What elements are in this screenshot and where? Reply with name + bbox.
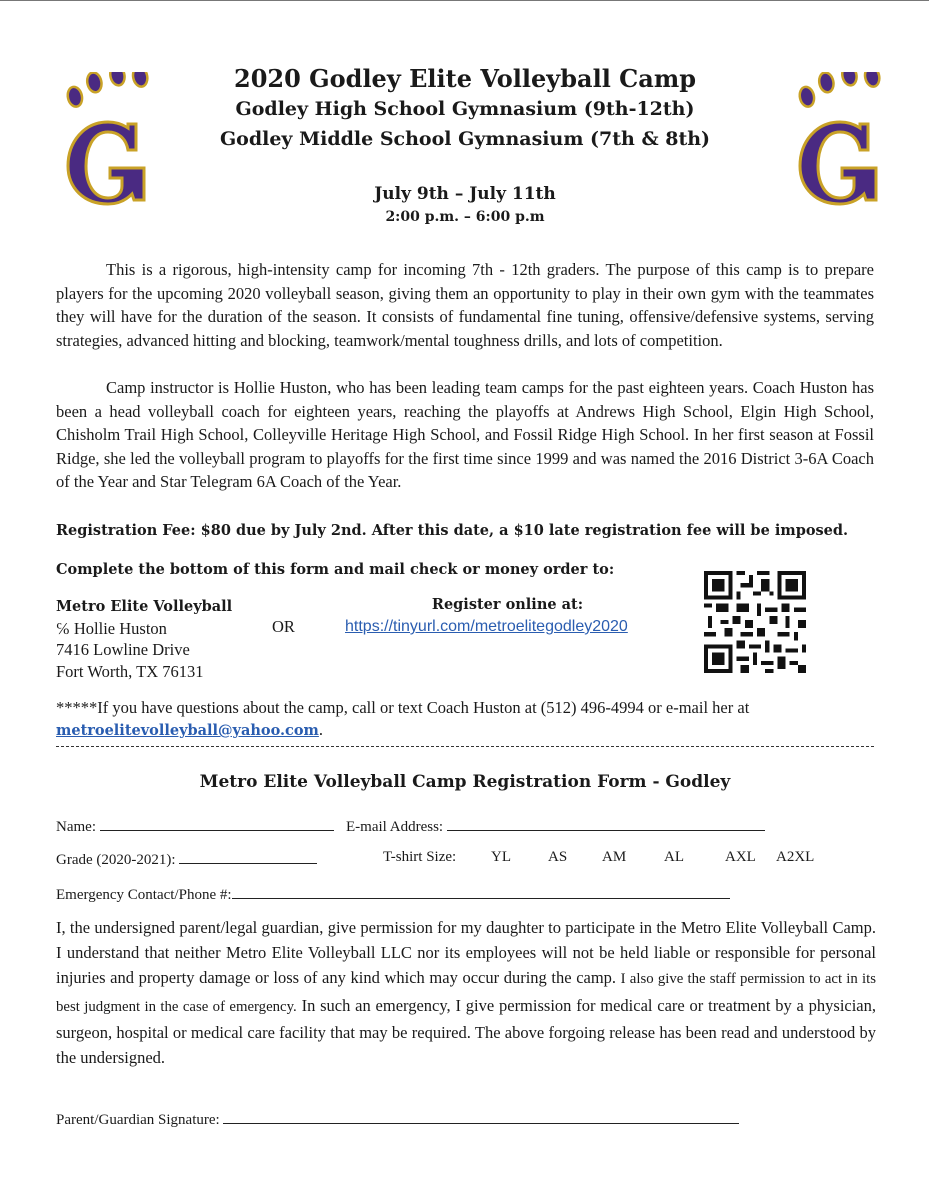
size-option-al[interactable]: AL — [664, 849, 684, 865]
mailing-line-1: ℅ Hollie Huston — [56, 618, 167, 638]
emergency-label: Emergency Contact/Phone #: — [56, 887, 232, 903]
release-text-1: I, the undersigned parent/legal guardian, give permission for my daughter to participate in the Metro Elite Volleyball Camp. I understand that neither Metro Elite Volleyball LLC nor its employees will not be held liable or responsible for personal injuries and property damage or loss of any kind which may occur during the camp. — [56, 918, 876, 988]
grade-blank[interactable] — [179, 849, 317, 864]
emergency-blank[interactable] — [232, 884, 730, 899]
location-middle-school: Godley Middle School Gymnasium (7th & 8th) — [219, 128, 711, 150]
camp-description: This is a rigorous, high-intensity camp for incoming 7th - 12th graders. The purpose of this camp is to prepare players for the upcoming 2020 volleyball season, giving them an opportunity to play in their own gym with the teammates they will have for the duration of the season. It consists of fundamental fine tuning, offensive/defensive systems, serving strategies, advanced hitting and blocking, teamwork/mental toughness drills, and lots of competition. — [56, 260, 874, 350]
mail-instructions: Complete the bottom of this form and mail check or money order to: — [56, 561, 615, 578]
size-option-axl[interactable]: AXL — [725, 849, 756, 865]
instructor-bio: Camp instructor is Hollie Huston, who has been leading team camps for the past eighteen years. Coach Huston has been a head volleyball coach for eighteen years, reaching the playoffs at Andrews High School, Elgin High School, Chisholm Trail High School, Colleyville Heritage High School, and Fossil Ridge High School. In her first season at Fossil Ridge, she led the volleyball program to playoffs for the first time since 1999 and was named the 2016 District 3-6A Coach of the Year and Star Telegram 6A Coach of the Year. — [56, 378, 874, 492]
camp-title: 2020 Godley Elite Volleyball Camp — [234, 64, 696, 93]
register-online-label: Register online at: — [431, 596, 584, 613]
emergency-field-row — [56, 884, 730, 904]
email-link[interactable]: metroelitevolleyball@yahoo.com — [56, 722, 319, 739]
email-field-row — [346, 816, 765, 836]
name-label: Name: — [56, 819, 96, 835]
top-border-line — [0, 0, 929, 1]
questions-text: *****If you have questions about the camp, call or text Coach Huston at (512) 496-4994 or e-mail her at — [56, 698, 750, 717]
paw-g-logo-icon — [790, 72, 890, 222]
email-blank[interactable] — [447, 816, 765, 831]
tshirt-label: T-shirt Size: — [383, 849, 457, 865]
grade-label: Grade (2020-2021): — [56, 852, 176, 868]
grade-field-row — [56, 849, 317, 869]
location-high-school: Godley High School Gymnasium (9th-12th) — [235, 98, 695, 120]
form-title: Metro Elite Volleyball Camp Registration Form - Godley — [199, 772, 731, 792]
cut-line-divider — [56, 746, 874, 747]
mailing-line-2: 7416 Lowline Drive — [56, 640, 190, 659]
mailing-name: Metro Elite Volleyball — [56, 598, 233, 615]
release-text-2: I also give the staff permission to act in its best judgment in the case of emergency. — [56, 971, 876, 1015]
or-label: OR — [272, 617, 295, 636]
qr-code-icon[interactable] — [704, 571, 806, 673]
mailing-address — [56, 596, 232, 682]
camp-dates: July 9th – July 11th — [374, 184, 556, 204]
signature-blank[interactable] — [223, 1109, 739, 1124]
registration-fee: Registration Fee: $80 due by July 2nd. After this date, a $10 late registration fee will be imposed. — [56, 522, 849, 539]
mailing-line-3: Fort Worth, TX 76131 — [56, 661, 204, 681]
size-option-a2xl[interactable]: A2XL — [776, 849, 815, 865]
questions-note — [56, 697, 876, 742]
release-statement — [56, 915, 876, 1070]
release-text-3: In such an emergency, I give permission for medical care or treatment by a physician, surgeon, hospital or medical care facility that may be required. The above forgoing release has been read and understood by the undersigned. — [56, 995, 877, 1068]
signature-field-row — [56, 1109, 739, 1129]
signature-label: Parent/Guardian Signature: — [56, 1112, 220, 1128]
name-blank[interactable] — [100, 816, 334, 831]
questions-end: . — [318, 720, 324, 739]
registration-link[interactable]: https://tinyurl.com/metroelitegodley2020 — [345, 618, 628, 635]
email-label: E-mail Address: — [346, 819, 444, 835]
name-field-row — [56, 816, 334, 836]
camp-times: 2:00 p.m. – 6:00 p.m — [385, 209, 545, 225]
paw-g-logo-icon — [58, 72, 158, 222]
size-option-as[interactable]: AS — [548, 849, 568, 865]
size-option-am[interactable]: AM — [602, 849, 627, 865]
size-option-yl[interactable]: YL — [491, 849, 511, 865]
